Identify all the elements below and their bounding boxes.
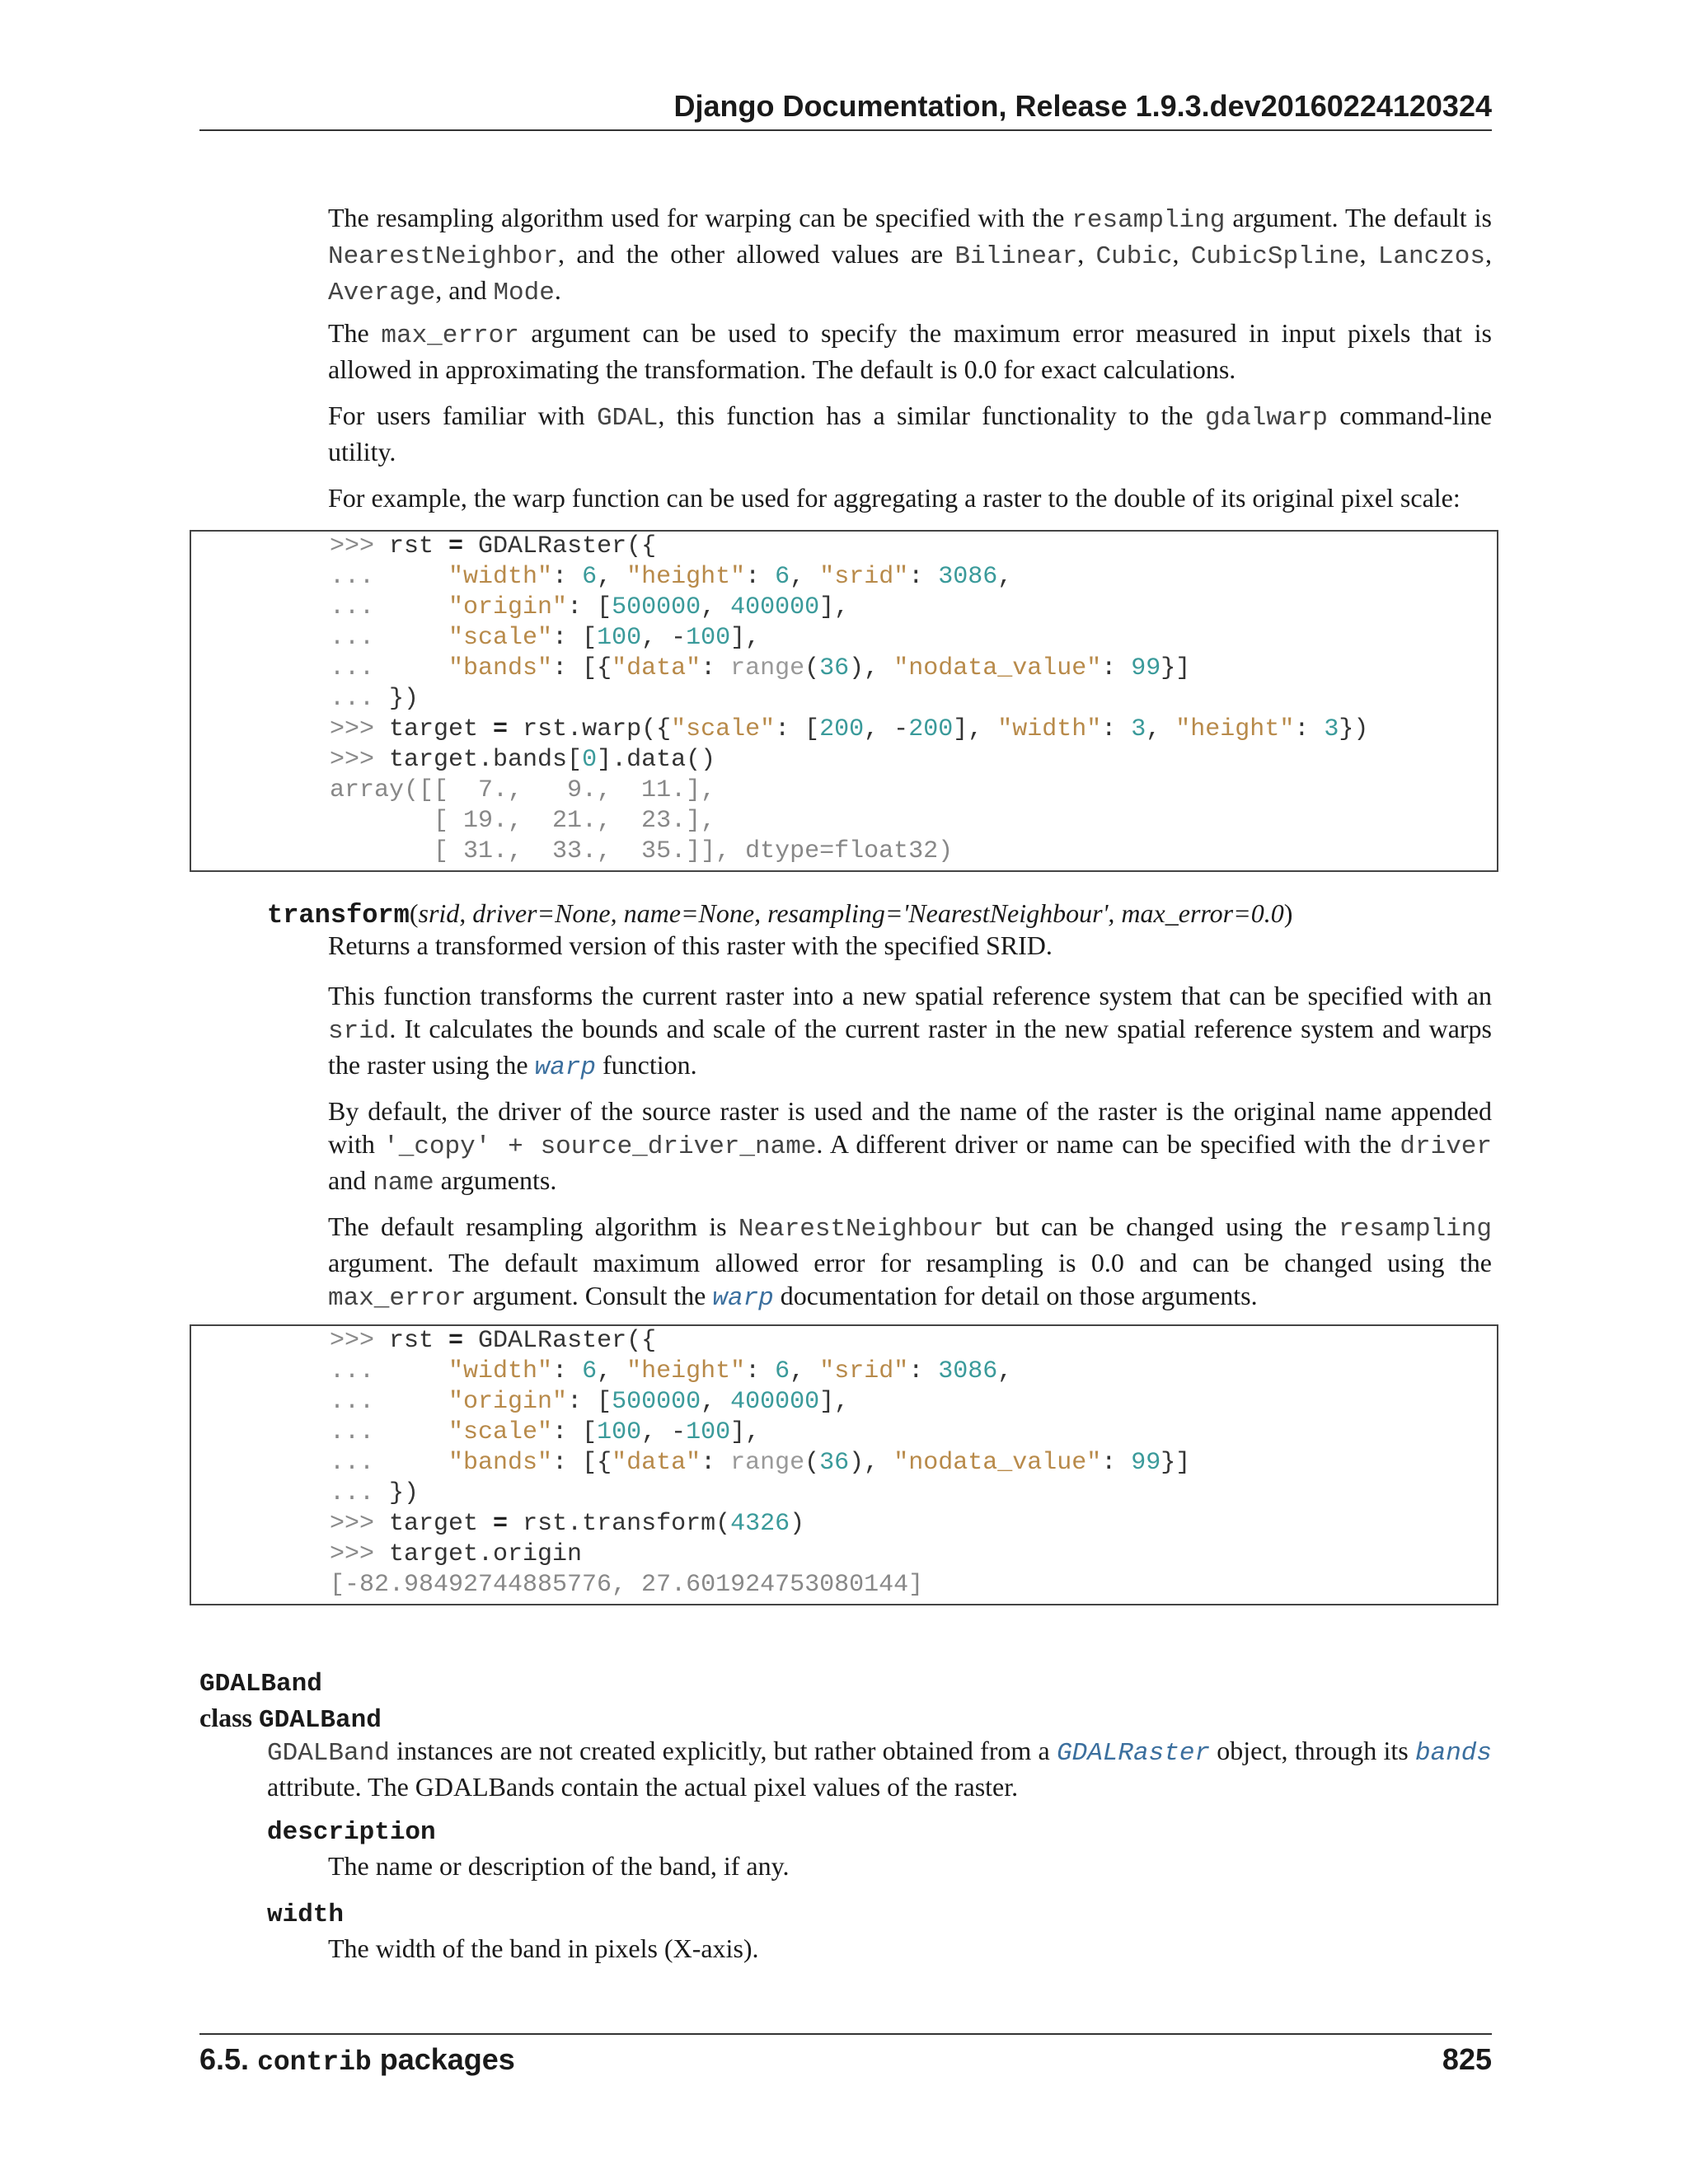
gdalband-description: GDALBand instances are not created explicitly, but rather obtained from a GDALRaster object, through its bands attribute. The GDALBands contain the actual pixel values of the raster. xyxy=(267,1736,1493,1802)
intro-paragraph-max-error: The max_error argument can be used to specify the maximum error measured in input pixels that is allowed in approximating the transformation. The default is 0.0 for exact calculations. xyxy=(328,318,1493,384)
class-signature-gdalband: class GDALBand xyxy=(199,1703,382,1735)
transform-paragraph-2: By default, the driver of the source raster is used and the name of the raster is the original name appended with '_copy' + source_driver_name. A different driver or name can be specified with the driver and name arguments. xyxy=(328,1096,1493,1197)
code-line: array([[ 7., 9., 11.], xyxy=(330,776,716,804)
code-line: >>> target.origin xyxy=(330,1540,583,1568)
code-line: >>> target.bands[0].data() xyxy=(330,746,716,774)
code-line: ... "width": 6, "height": 6, "srid": 3086, xyxy=(330,1357,1013,1385)
code-line: >>> target = rst.warp({"scale": [200, -200], "width": 3, "height": 3}) xyxy=(330,715,1369,743)
code-block-warp xyxy=(190,530,1498,872)
code-line: ... "scale": [100, -100], xyxy=(330,624,761,652)
page-number: 825 xyxy=(1442,2042,1492,2076)
code-line: ... }) xyxy=(330,1479,420,1507)
code-line: ... "origin": [500000, 400000], xyxy=(330,1388,850,1416)
code-line: [ 31., 33., 35.]], dtype=float32) xyxy=(330,837,954,865)
transform-paragraph-1: This function transforms the current raster into a new spatial reference system that can be specified with an srid. It calculates the bounds and scale of the current raster in the new spatial reference system and warps the raster using the warp function. xyxy=(328,981,1492,1082)
code-block-warp-content xyxy=(191,532,1497,867)
code-line: ... "scale": [100, -100], xyxy=(330,1418,761,1446)
intro-paragraph-example: For example, the warp function can be used for aggregating a raster to the double of its original pixel scale: xyxy=(328,483,1461,513)
intro-paragraph-resampling: The resampling algorithm used for warping can be specified with the resampling argument. The default is NearestNeighbor, and the other allowed values are Bilinear, Cubic, CubicSpline, Lanczos, Average, and Mode. xyxy=(328,203,1493,307)
transform-signature: transform(srid, driver=None, name=None, resampling='NearestNeighbour', max_error=0.0) xyxy=(267,898,1293,930)
code-block-transform xyxy=(190,1324,1498,1605)
attribute-text-width: The width of the band in pixels (X-axis). xyxy=(328,1933,759,1963)
code-line: [ 19., 21., 23.], xyxy=(330,807,716,835)
header-rule xyxy=(199,129,1492,131)
code-line: ... "bands": [{"data": range(36), "nodata_value": 99}] xyxy=(330,654,1191,682)
code-line: >>> rst = GDALRaster({ xyxy=(330,532,657,560)
attribute-text-description: The name or description of the band, if any. xyxy=(328,1851,790,1881)
code-line: [-82.98492744885776, 27.601924753080144] xyxy=(330,1571,924,1599)
bands-link[interactable]: bands xyxy=(1415,1739,1493,1768)
code-line: >>> rst = GDALRaster({ xyxy=(330,1327,657,1355)
attribute-name-width: width xyxy=(267,1900,345,1929)
code-line: ... "bands": [{"data": range(36), "nodata_value": 99}] xyxy=(330,1449,1191,1477)
gdalraster-link[interactable]: GDALRaster xyxy=(1057,1739,1211,1768)
code-block-transform-content xyxy=(191,1326,1497,1601)
attribute-name-description: description xyxy=(267,1818,436,1847)
method-name: transform xyxy=(267,900,410,930)
transform-summary: Returns a transformed version of this raster with the specified SRID. xyxy=(328,930,1053,960)
code-line: ... "origin": [500000, 400000], xyxy=(330,593,850,621)
warp-link[interactable]: warp xyxy=(712,1284,774,1313)
intro-paragraph-gdal: For users familiar with GDAL, this function has a similar functionality to the gdalwarp command-line utility. xyxy=(328,401,1493,466)
code-line: >>> target = rst.transform(4326) xyxy=(330,1510,805,1538)
code-line: ... }) xyxy=(330,685,420,713)
footer-section: 6.5. contrib packages xyxy=(199,2042,515,2078)
method-params: srid, driver=None, name=None, resampling='NearestNeighbour', max_error=0.0 xyxy=(418,898,1284,928)
code-line: ... "width": 6, "height": 6, "srid": 3086, xyxy=(330,563,1013,591)
footer-rule xyxy=(199,2033,1492,2035)
warp-link[interactable]: warp xyxy=(534,1053,597,1082)
transform-paragraph-3: The default resampling algorithm is NearestNeighbour but can be changed using the resampling argument. The default maximum allowed error for resampling is 0.0 and can be changed using the max_error argument. Consult the warp documentation for detail on those arguments. xyxy=(328,1212,1493,1313)
running-header: Django Documentation, Release 1.9.3.dev20160224120324 xyxy=(673,89,1492,123)
section-title-gdalband: GDALBand xyxy=(199,1670,322,1699)
